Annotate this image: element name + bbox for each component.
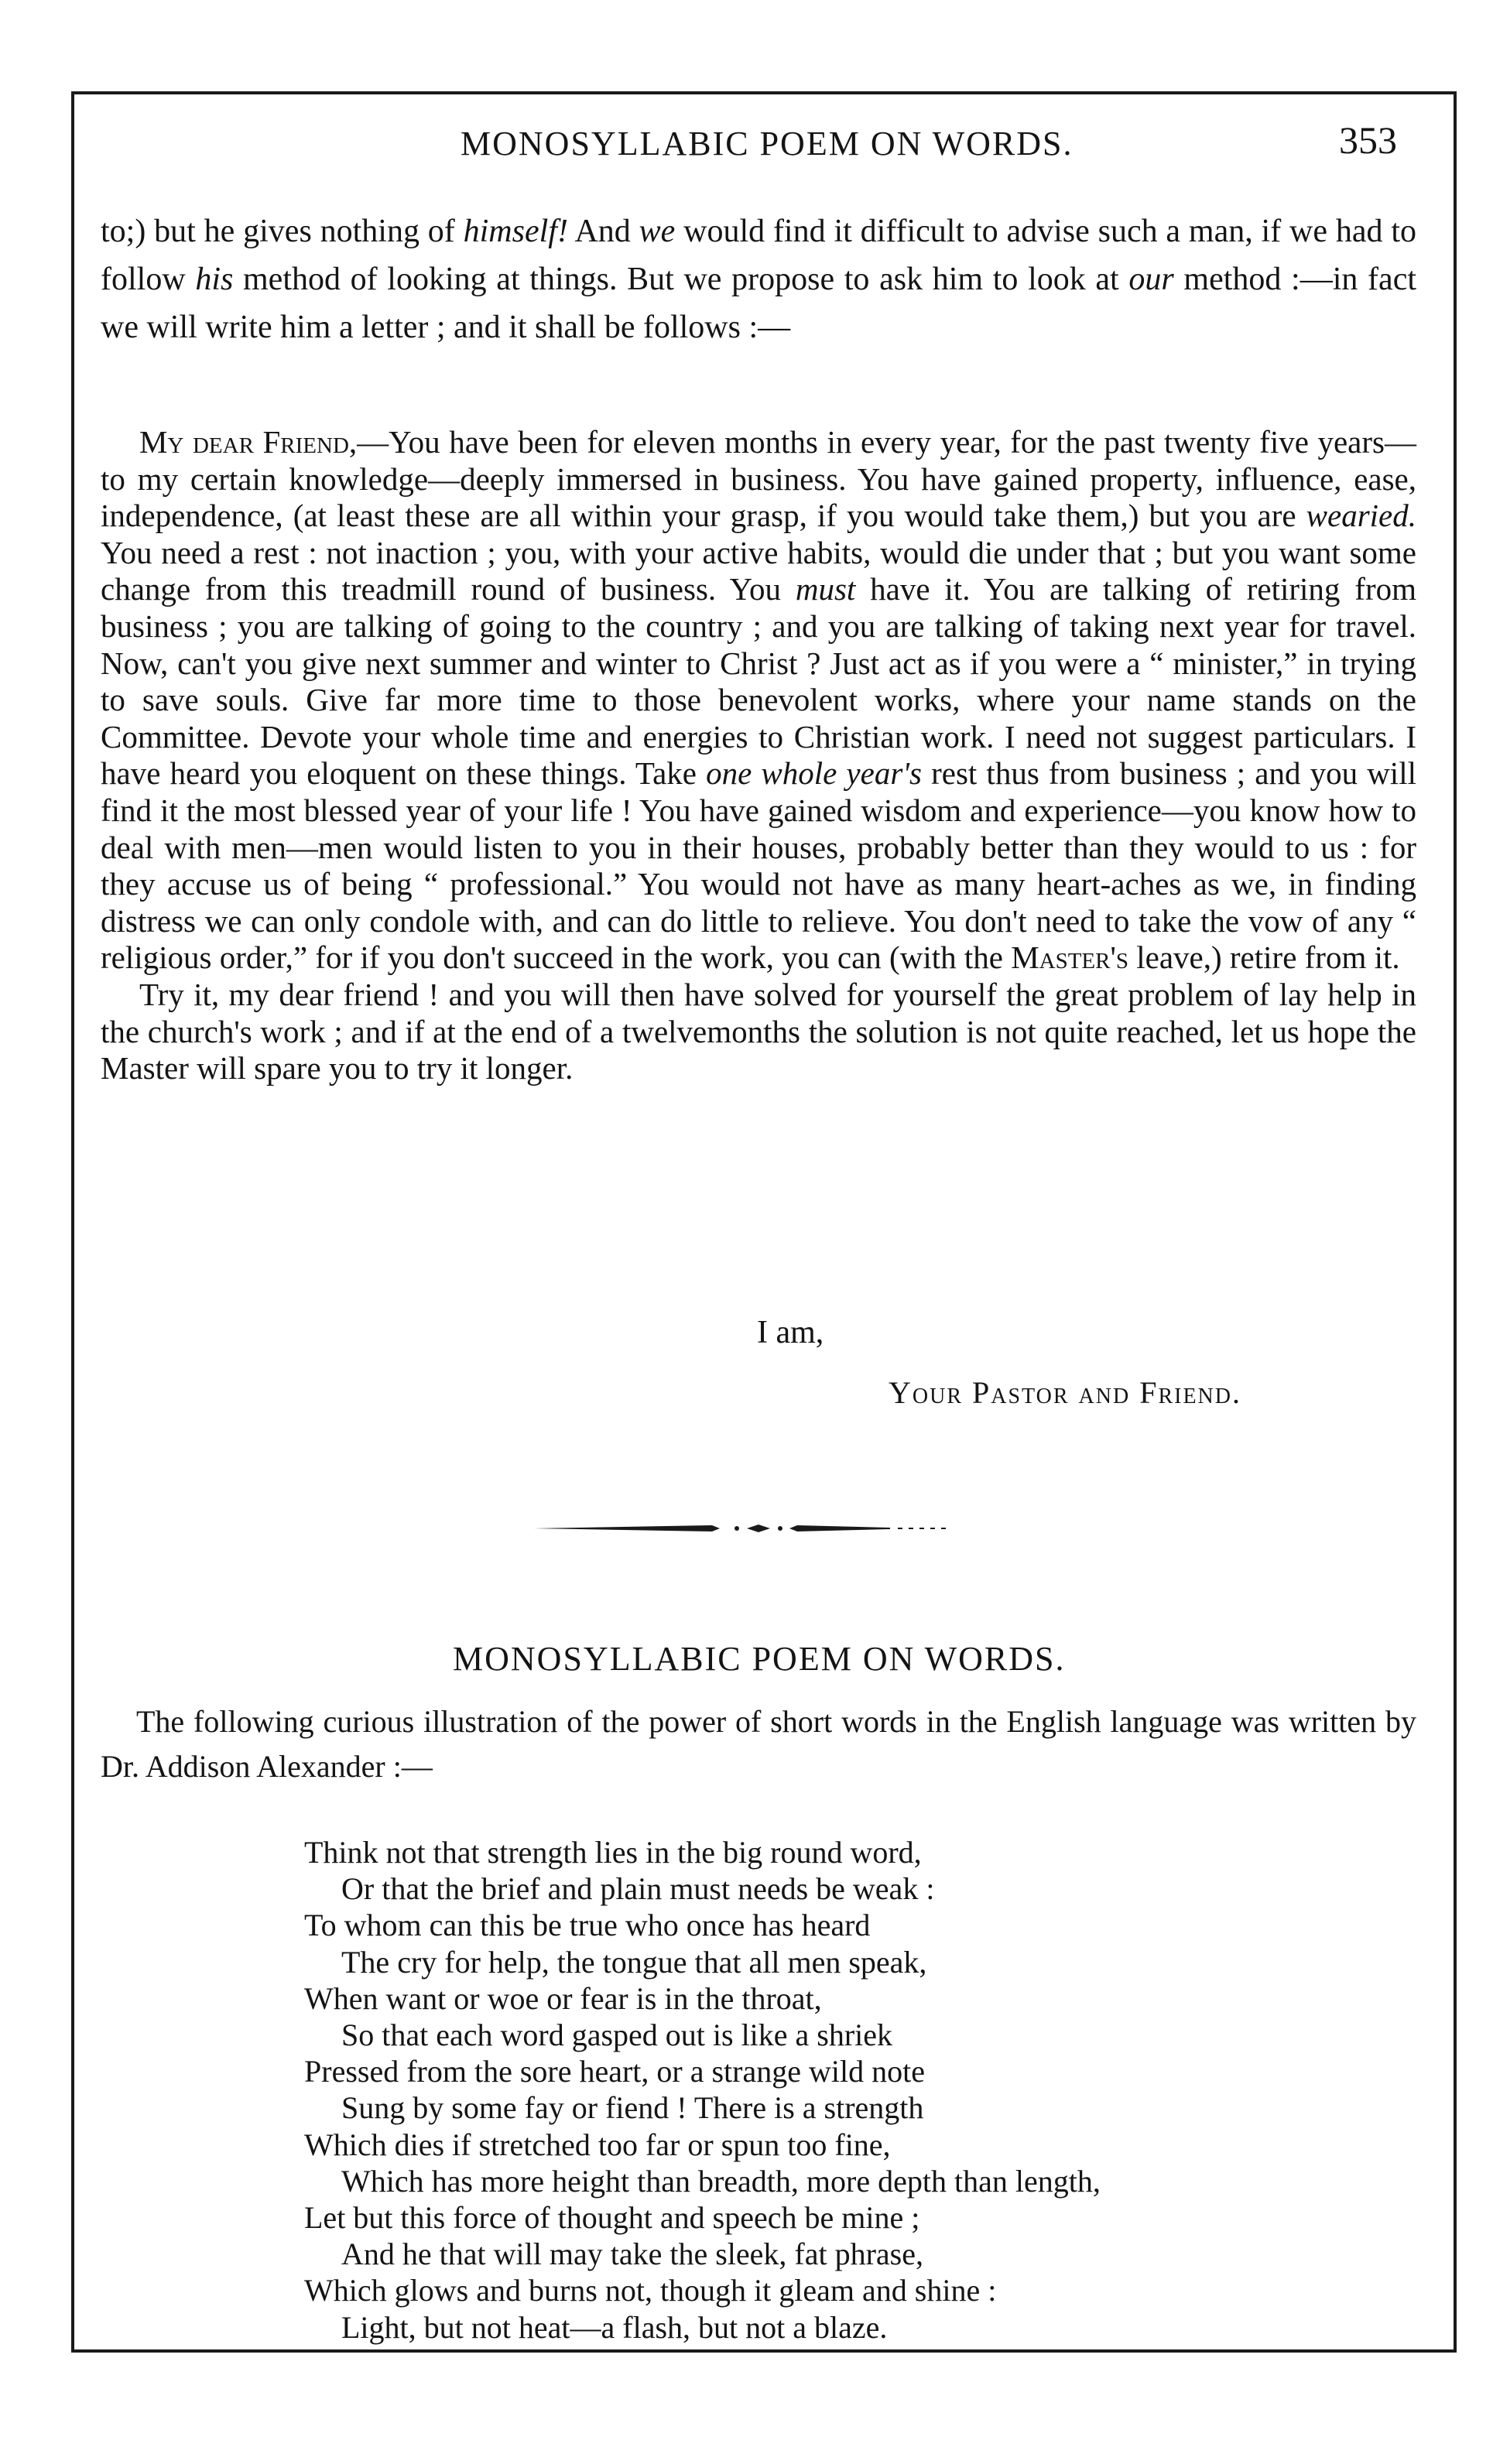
page-number: 353 [1339,118,1397,162]
poem-line: Which has more height than breadth, more depth than length, [341,2163,1101,2199]
letter-paragraph: My dear Friend,—You have been for eleven months in every year, for the past twenty five years—to my certain knowledge—deeply immersed in business. You have gained property, influence, ease, independence, (at least these are all within your grasp, if you would take them,) but you are wearied. You need a rest : not inaction ; you, with your active habits, would die under that ; but you want some change from this treadmill round of business. You must have it. You are talking of retiring from business ; you are talking of going to the country ; and you are talking of taking next year for travel. Now, can't you give next summer and winter to Christ ? Just act as if you were a “ minister,” in trying to save souls. Give far more time to those benevolent works, where your name stands on the Committee. Devote your whole time and energies to Christian work. I need not suggest particulars. I have heard you eloquent on these things. Take one whole year's rest thus from business ; and you will find it the most blessed year of your life ! You have gained wisdom and experience—you know how to deal with men—men would listen to you in their houses, probably better than they would to us : for they accuse us of being “ professional.” You would not have as many heart-aches as we, in finding distress we can only condole with, and can do little to relieve. You don't need to take the vow of any “ religious order,” for if you don't succeed in the work, you can (with the Master's leave,) retire from it. [101,424,1416,976]
running-head: MONOSYLLABIC POEM ON WORDS. [461,125,1074,163]
poem-line: Light, but not heat—a flash, but not a blaze. [341,2309,888,2345]
poem-line: Which glows and burns not, though it gleam and shine : [304,2273,997,2308]
letter-closing: I am, [757,1315,824,1350]
poem-line: Pressed from the sore heart, or a strange wild note [304,2054,925,2089]
poem-line: Which dies if stretched too far or spun too fine, [304,2127,891,2162]
ornament-divider [534,1517,967,1540]
poem-line: The cry for help, the tongue that all men speak, [341,1944,927,1980]
poem-line: To whom can this be true who once has heard [304,1908,871,1943]
letter-paragraph: Try it, my dear friend ! and you will then have solved for yourself the great problem of lay help in the church's work ; and if at the end of a twelvemonths the solution is not quite reached, let us hope the Master will spare you to try it longer. [101,976,1416,1087]
poem-line: Let but this force of thought and speech be mine ; [304,2200,920,2236]
article-title: MONOSYLLABIC POEM ON WORDS. [453,1640,1066,1678]
salutation: My dear Friend, [139,424,358,460]
poem [304,1834,1101,2346]
letter-signature: Your Pastor and Friend. [889,1375,1241,1410]
letter-body [101,424,1416,1087]
poem-line: So that each word gasped out is like a shriek [341,2017,893,2053]
poem-line: When want or woe or fear is in the throat, [304,1980,822,2016]
opening-paragraph: to;) but he gives nothing of himself! And we would find it difficult to advise such a man, if we had to follow his method of looking at things. But we propose to ask him to look at our method :—in fact we will write him a letter ; and it shall be follows :— [101,214,1416,345]
poem-line: And he that will may take the sleek, fat phrase, [341,2236,923,2272]
poem-line: Sung by some fay or fiend ! There is a strength [341,2090,924,2126]
article-intro: The following curious illustration of the power of short words in the English language was written by Dr. Addison Alexander :— [101,1704,1416,1784]
poem-line: Think not that strength lies in the big round word, [304,1835,922,1870]
poem-line: Or that the brief and plain must needs be weak : [341,1871,935,1907]
